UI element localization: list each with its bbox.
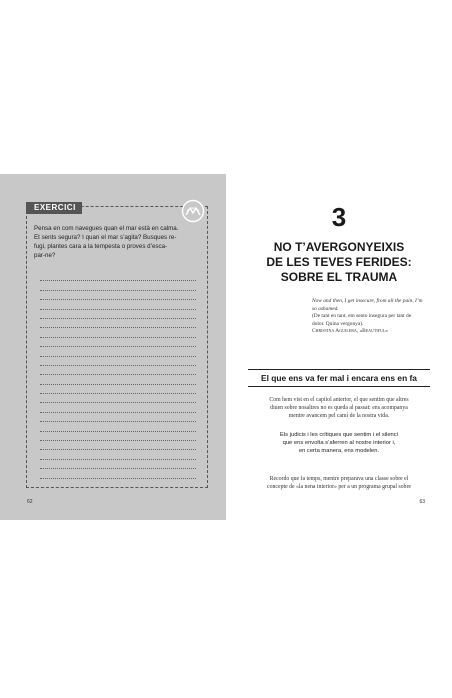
chapter-title-line: NO T’AVERGONYEIXIS [273, 240, 405, 254]
section-rule-bottom [248, 386, 430, 387]
exercise-prompt-line: par-ne? [34, 252, 56, 259]
epigraph-source: Christina Aguilera, «Beautiful» [312, 328, 388, 335]
exercise-prompt-line: Et sents segura? I quan el mar s’agita? Busques re- [34, 234, 177, 241]
book-spread [0, 174, 452, 520]
body-line: mentre avancem pel camí de la nostra vida. [288, 413, 390, 419]
writing-line [40, 310, 196, 319]
body-line: Com hem vist en el capítol anterior, el que sentim que altres [269, 397, 409, 403]
right-page [226, 174, 452, 520]
exercise-prompt-line: Pensa en com navegues quan el mar està en calma. [34, 225, 179, 232]
exercise-prompt [34, 224, 202, 260]
body-paragraph [248, 475, 430, 491]
body-line: diuen sobre nosaltres no es queda al passat: ens acompanya [270, 405, 408, 411]
body-line: concepte de «la nena interior» per a un programa grupal sobre [267, 484, 411, 490]
pull-quote-line: que ens envolta s’aferren al nostre interior i, [282, 440, 396, 447]
writing-line [40, 338, 196, 347]
pull-quote [266, 431, 412, 456]
page-number: 62 [27, 499, 33, 505]
writing-line [40, 347, 196, 356]
writing-line [40, 291, 196, 300]
writing-line [40, 357, 196, 366]
writing-line [40, 385, 196, 394]
writing-line [40, 422, 196, 431]
section-title: El que ens va fer mal i encara ens en fa [261, 373, 417, 383]
writing-line [40, 328, 196, 337]
writing-line [40, 441, 196, 450]
epigraph-translation: (De tant en tant, em sento insegura per tant de [312, 313, 412, 320]
left-page [0, 174, 226, 520]
writing-line [40, 319, 196, 328]
body-line: Recordo que fa temps, mentre preparava una classe sobre el [269, 476, 409, 482]
chapter-number: 3 [331, 202, 347, 232]
writing-line [40, 413, 196, 422]
epigraph-quote: Now and then, I get insecure, from all the pain, I’m [312, 298, 423, 304]
epigraph [312, 298, 430, 336]
exercise-prompt-line: fugi, plantes cara a la tempesta o proves d’esca- [34, 243, 168, 250]
chapter-title [226, 240, 452, 285]
section-rule-top [248, 369, 430, 370]
writing-line [40, 375, 196, 384]
writing-line [40, 394, 196, 403]
writing-line [40, 281, 196, 290]
writing-line [40, 460, 196, 469]
pull-quote-line: Els judicis i les crítiques que sentim i el silenci [280, 432, 398, 438]
emblem-icon [181, 199, 205, 223]
writing-line [40, 432, 196, 441]
page-number: 63 [419, 499, 425, 505]
epigraph-quote: so ashamed. [312, 305, 339, 312]
writing-line [40, 366, 196, 375]
writing-line [40, 300, 196, 309]
exercise-label: EXERCICI [26, 202, 82, 214]
pull-quote-line: en certa manera, ens modelen. [298, 448, 380, 455]
body-paragraph [248, 396, 430, 420]
writing-line [40, 469, 196, 478]
writing-lines [40, 272, 196, 479]
epigraph-translation: dolor. Quina vergonya). [312, 320, 364, 327]
chapter-title-line: DE LES TEVES FERIDES: [266, 255, 412, 269]
writing-line [40, 403, 196, 412]
chapter-title-line: SOBRE EL TRAUMA [280, 270, 398, 284]
writing-line [40, 272, 196, 281]
writing-line [40, 450, 196, 459]
